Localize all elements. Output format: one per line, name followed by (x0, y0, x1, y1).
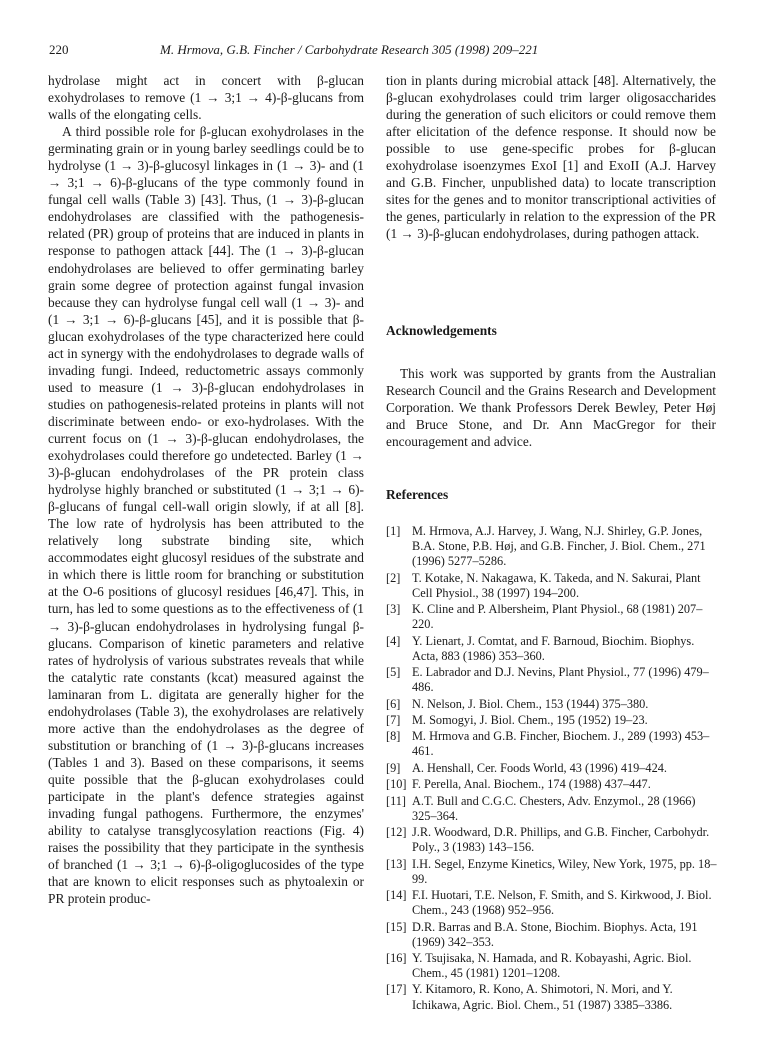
reference-text: F. Perella, Anal. Biochem., 174 (1988) 437–447. (412, 777, 651, 792)
reference-text: Y. Tsujisaka, N. Hamada, and R. Kobayashi, Agric. Biol. Chem., 45 (1981) 1201–1208. (412, 950, 692, 981)
running-head: M. Hrmova, G.B. Fincher / Carbohydrate Research 305 (1998) 209–221 (160, 42, 539, 57)
reference-number: [10] (386, 777, 407, 792)
reference-number: [1] (386, 524, 401, 538)
left-column (48, 72, 364, 907)
reference-text: J.R. Woodward, D.R. Phillips, and G.B. Fincher, Carbohydr. Poly., 3 (1983) 143–156. (412, 825, 710, 855)
reference-item (386, 713, 718, 728)
reference-number: [6] (386, 696, 401, 711)
acknowledgements-text: This work was supported by grants from the Australian Research Council and the Grains Research and Development Corporation. We thank Professors Derek Bewley, Peter Høj and Bruce Stone, and Dr. Ann MacGregor for their encouragement and advice. (386, 366, 716, 450)
reference-text: I.H. Segel, Enzyme Kinetics, Wiley, New York, 1975, pp. 18–99. (412, 856, 717, 886)
reference-item (386, 857, 718, 887)
reference-item (386, 634, 718, 664)
page-number: 220 (49, 42, 69, 57)
reference-text: A.T. Bull and C.G.C. Chesters, Adv. Enzymol., 28 (1966) 325–364. (412, 793, 696, 823)
acknowledgements-heading: Acknowledgements (386, 323, 497, 338)
reference-item (386, 571, 718, 601)
reference-number: [5] (386, 665, 401, 680)
reference-text: M. Hrmova, A.J. Harvey, J. Wang, N.J. Shirley, G.P. Jones, B.A. Stone, P.B. Høj, and G.B. Fincher, J. Biol. Chem., 271 (1996) 5277–5286. (412, 524, 706, 569)
reference-item (386, 697, 718, 712)
reference-item (386, 888, 718, 918)
reference-number: [9] (386, 760, 401, 775)
reference-number: [12] (386, 825, 407, 840)
acknowledgements-body (386, 365, 716, 450)
reference-item (386, 665, 718, 695)
reference-text: N. Nelson, J. Biol. Chem., 153 (1944) 375–380. (412, 696, 649, 711)
reference-text: Y. Lienart, J. Comtat, and F. Barnoud, Biochim. Biophys. Acta, 883 (1986) 353–360. (412, 633, 695, 663)
reference-text: M. Hrmova and G.B. Fincher, Biochem. J., 289 (1993) 453–461. (412, 729, 710, 759)
reference-text: A. Henshall, Cer. Foods World, 43 (1996) 419–424. (412, 760, 667, 775)
reference-item (386, 794, 718, 824)
reference-list (386, 524, 718, 1014)
reference-item (386, 729, 718, 759)
body-paragraph: hydrolase might act in concert with β-glucan exohydrolases to remove (1 → 3;1 → 4)-β-glucans from walls of the elongating cells. (48, 73, 364, 123)
reference-text: E. Labrador and D.J. Nevins, Plant Physiol., 77 (1996) 479–486. (412, 665, 709, 695)
reference-item (386, 825, 718, 855)
reference-item (386, 951, 718, 981)
reference-text: F.I. Huotari, T.E. Nelson, F. Smith, and S. Kirkwood, J. Biol. Chem., 243 (1968) 952–956. (412, 888, 712, 918)
reference-number: [11] (386, 793, 407, 808)
reference-item (386, 777, 718, 792)
reference-number: [8] (386, 729, 401, 744)
reference-number: [17] (386, 982, 407, 997)
reference-text: T. Kotake, N. Nakagawa, K. Takeda, and N. Sakurai, Plant Cell Physiol., 38 (1997) 194–200. (412, 570, 701, 600)
references-heading: References (386, 487, 449, 502)
reference-item (386, 602, 718, 632)
reference-item (386, 761, 718, 776)
reference-number: [14] (386, 888, 407, 903)
reference-number: [15] (386, 919, 407, 934)
reference-text: Y. Kitamoro, R. Kono, A. Shimotori, N. Mori, and Y. Ichikawa, Agric. Biol. Chem., 51 (1987) 3385–3386. (412, 982, 673, 1012)
reference-number: [4] (386, 633, 401, 648)
reference-number: [13] (386, 856, 407, 871)
reference-text: K. Cline and P. Albersheim, Plant Physiol., 68 (1981) 207–220. (412, 602, 703, 632)
reference-item (386, 524, 718, 569)
reference-number: [2] (386, 570, 401, 585)
reference-item (386, 982, 718, 1012)
reference-text: D.R. Barras and B.A. Stone, Biochim. Biophys. Acta, 191 (1969) 342–353. (412, 919, 698, 949)
reference-number: [16] (386, 950, 407, 965)
reference-item (386, 920, 718, 950)
reference-number: [7] (386, 712, 401, 727)
body-paragraph: A third possible role for β-glucan exohydrolases in the germinating grain or in young barley seedlings could be to hydrolyse (1 → 3)-β-glucosyl linkages in (1 → 3)- and (1 → 3;1 → 6)-β-glucans of the type commonly found in fungal cell walls (Table 3) [43]. Thus, (1 → 3)-β-glucan endohydrolases are classified with the pathogenesis-related (PR) group of proteins that are induced in plants in response to pathogen attack [44]. The (1 → 3)-β-glucan endohydrolases are believed to offer germinating barley grain some degree of protection against fungal invasion because they can hydrolyse fungal cell wall (1 → 3)- and (1 → 3;1 → 6)-β-glucans [45], and it is possible that β-glucan exohydrolases of the type characterized here could act in synergy with the endohydrolases to degrade walls of invading fungi. Indeed, reductometric assays commonly used to measure (1 → 3)-β-glucan endohydrolases in studies on pathogenesis-related proteins in plants will not discriminate between endo- or exo-hydrolases. With the current focus on (1 → 3)-β-glucan endohydrolases, the exohydrolases could therefore go undetected. Barley (1 → 3)-β-glucan endohydrolases of the PR protein class hydrolyse highly branched or substituted (1 → 3;1 → 6)-β-glucans of fungal cell-wall origin slowly, if at all [8]. The low rate of hydrolysis has been attributed to the relatively long substrate binding site, which accommodates eight glucosyl residues of the substrate and in which there is little room for branching or substitution at the O-6 positions of glucosyl residues [46,47]. This, in turn, has led to some questions as to the effectiveness of (1 → 3)-β-glucan endohydrolases in hydrolysing fungal β-glucans. Comparison of kinetic parameters and relative rates of hydrolysis of various substrates reveals that while the catalytic rate constants (kcat) measured against the laminaran from L. digitata are generally higher for the endohydrolases (Table 3), the exohydrolases are relatively more active than the endohydrolases as the degree of substitution or branching of (1 → 3)-β-glucans increases (Tables 1 and 3). Based on these comparisons, it seems quite possible that the β-glucan exohydrolases could participate in the plant's defence strategies against invading fungal pathogens. Furthermore, the enzymes' ability to catalyse transglycosylation reactions (Fig. 4) raises the possibility that they participate in the synthesis of branched (1 → 3;1 → 6)-β-oligoglucosides of the type that are known to elicit responses such as phytoalexin or PR protein produc- (48, 124, 364, 907)
reference-number: [3] (386, 602, 401, 617)
body-paragraph: tion in plants during microbial attack [48]. Alternatively, the β-glucan exohydrolases could trim larger oligosaccharides during the generation of such elicitors or could remove them after elicitation of the defence response. It should now be possible to use gene-specific probes for β-glucan exohydrolase isoenzymes ExoI [1] and ExoII (A.J. Harvey and G.B. Fincher, unpublished data) to locate transcription sites for the genes and to monitor transcriptional activities of the genes, particularly in relation to the expression of the PR (1 → 3)-β-glucan endohydrolases, during pathogen attack. (386, 73, 716, 242)
reference-text: M. Somogyi, J. Biol. Chem., 195 (1952) 19–23. (412, 712, 648, 727)
right-column (386, 72, 716, 242)
